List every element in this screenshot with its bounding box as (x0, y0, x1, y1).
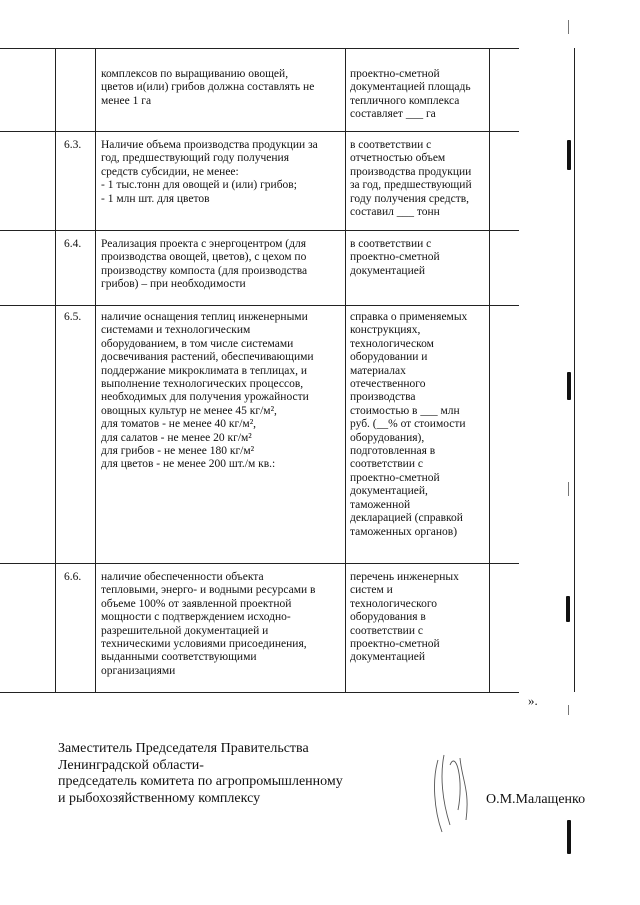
table-column-divider (345, 48, 346, 692)
row-number: 6.4. (64, 238, 82, 250)
row-number: 6.3. (64, 139, 82, 151)
table-column-divider (95, 48, 96, 692)
criterion-cell: Наличие объема производства продукции за год, предшествующий году получения средств субсидии, не менее: - 1 тыс.тонн для овощей и (или) грибов; - 1 млн шт. для цветов (101, 139, 318, 205)
criterion-cell: Реализация проекта с энергоцентром (для производства овощей, цветов), с цехом по производству компоста (для производства грибов) – при необходимости (101, 238, 308, 291)
table-column-divider (574, 48, 575, 692)
row-number: 6.5. (64, 311, 82, 323)
closing-quote: ». (528, 693, 538, 708)
signatory-name: О.М.Малащенко (486, 792, 586, 807)
scan-margin-mark (566, 596, 570, 622)
handwritten-signature (420, 740, 500, 840)
table-row-border (0, 230, 519, 231)
document-cell: справка о применяемых конструкциях, технологическом оборудовании и материалах отечественного производства стоимостью в ___ млн руб. (__% от стоимости оборудования), подготовленная в соответствии с проектно-сметной документацией, таможенной декларацией (справкой таможенных органов) (350, 311, 468, 538)
table-row-border (0, 48, 519, 49)
scan-margin-mark (568, 705, 569, 715)
row-number: 6.6. (64, 571, 82, 583)
document-cell: в соответствии с проектно-сметной документацией (350, 238, 440, 277)
scan-margin-mark (568, 482, 569, 496)
document-cell: перечень инженерных систем и технологического оборудования в соответствии с проектно-сметной документацией (350, 571, 459, 664)
table-column-divider (55, 48, 56, 692)
signatory-position: Заместитель Председателя Правительства Ленинградской области- председатель комитета по агропромышленному и рыбохозяйственному комплексу (58, 741, 343, 806)
table-column-divider (489, 48, 490, 692)
document-cell: проектно-сметной документацией площадь тепличного комплекса составляет ___ га (350, 68, 471, 121)
criterion-cell: наличие обеспеченности объекта тепловыми, энерго- и водными ресурсами в объеме 100% от заявленной проектной мощности с подтверждением исходно- разрешительной документацией и техническими условиями присоединения, выданными соответствующими организациями (101, 571, 316, 677)
scan-margin-mark (567, 820, 571, 854)
scan-margin-mark (567, 372, 571, 400)
criterion-cell: комплексов по выращиванию овощей, цветов и(или) грибов должна составлять не менее 1 га (101, 68, 315, 107)
scan-margin-mark (568, 20, 569, 34)
scan-margin-mark (567, 140, 571, 170)
document-cell: в соответствии с отчетностью объем производства продукции за год, предшествующий году получения средств, составил ___ тонн (350, 139, 472, 219)
criterion-cell: наличие оснащения теплиц инженерными системами и технологическим оборудованием, в том числе системами досвечивания растений, обеспечивающими поддержание микроклимата в теплицах, и выполнение технологических процессов, необходимых для получения урожайности овощных культур не менее 45 кг/м², для томатов - не менее 40 кг/м², для салатов - не менее 20 кг/м² для грибов - не менее 180 кг/м² для цветов - не менее 200 шт./м кв.: (101, 311, 314, 471)
table-row-border (0, 305, 519, 306)
table-row-border (0, 131, 519, 132)
